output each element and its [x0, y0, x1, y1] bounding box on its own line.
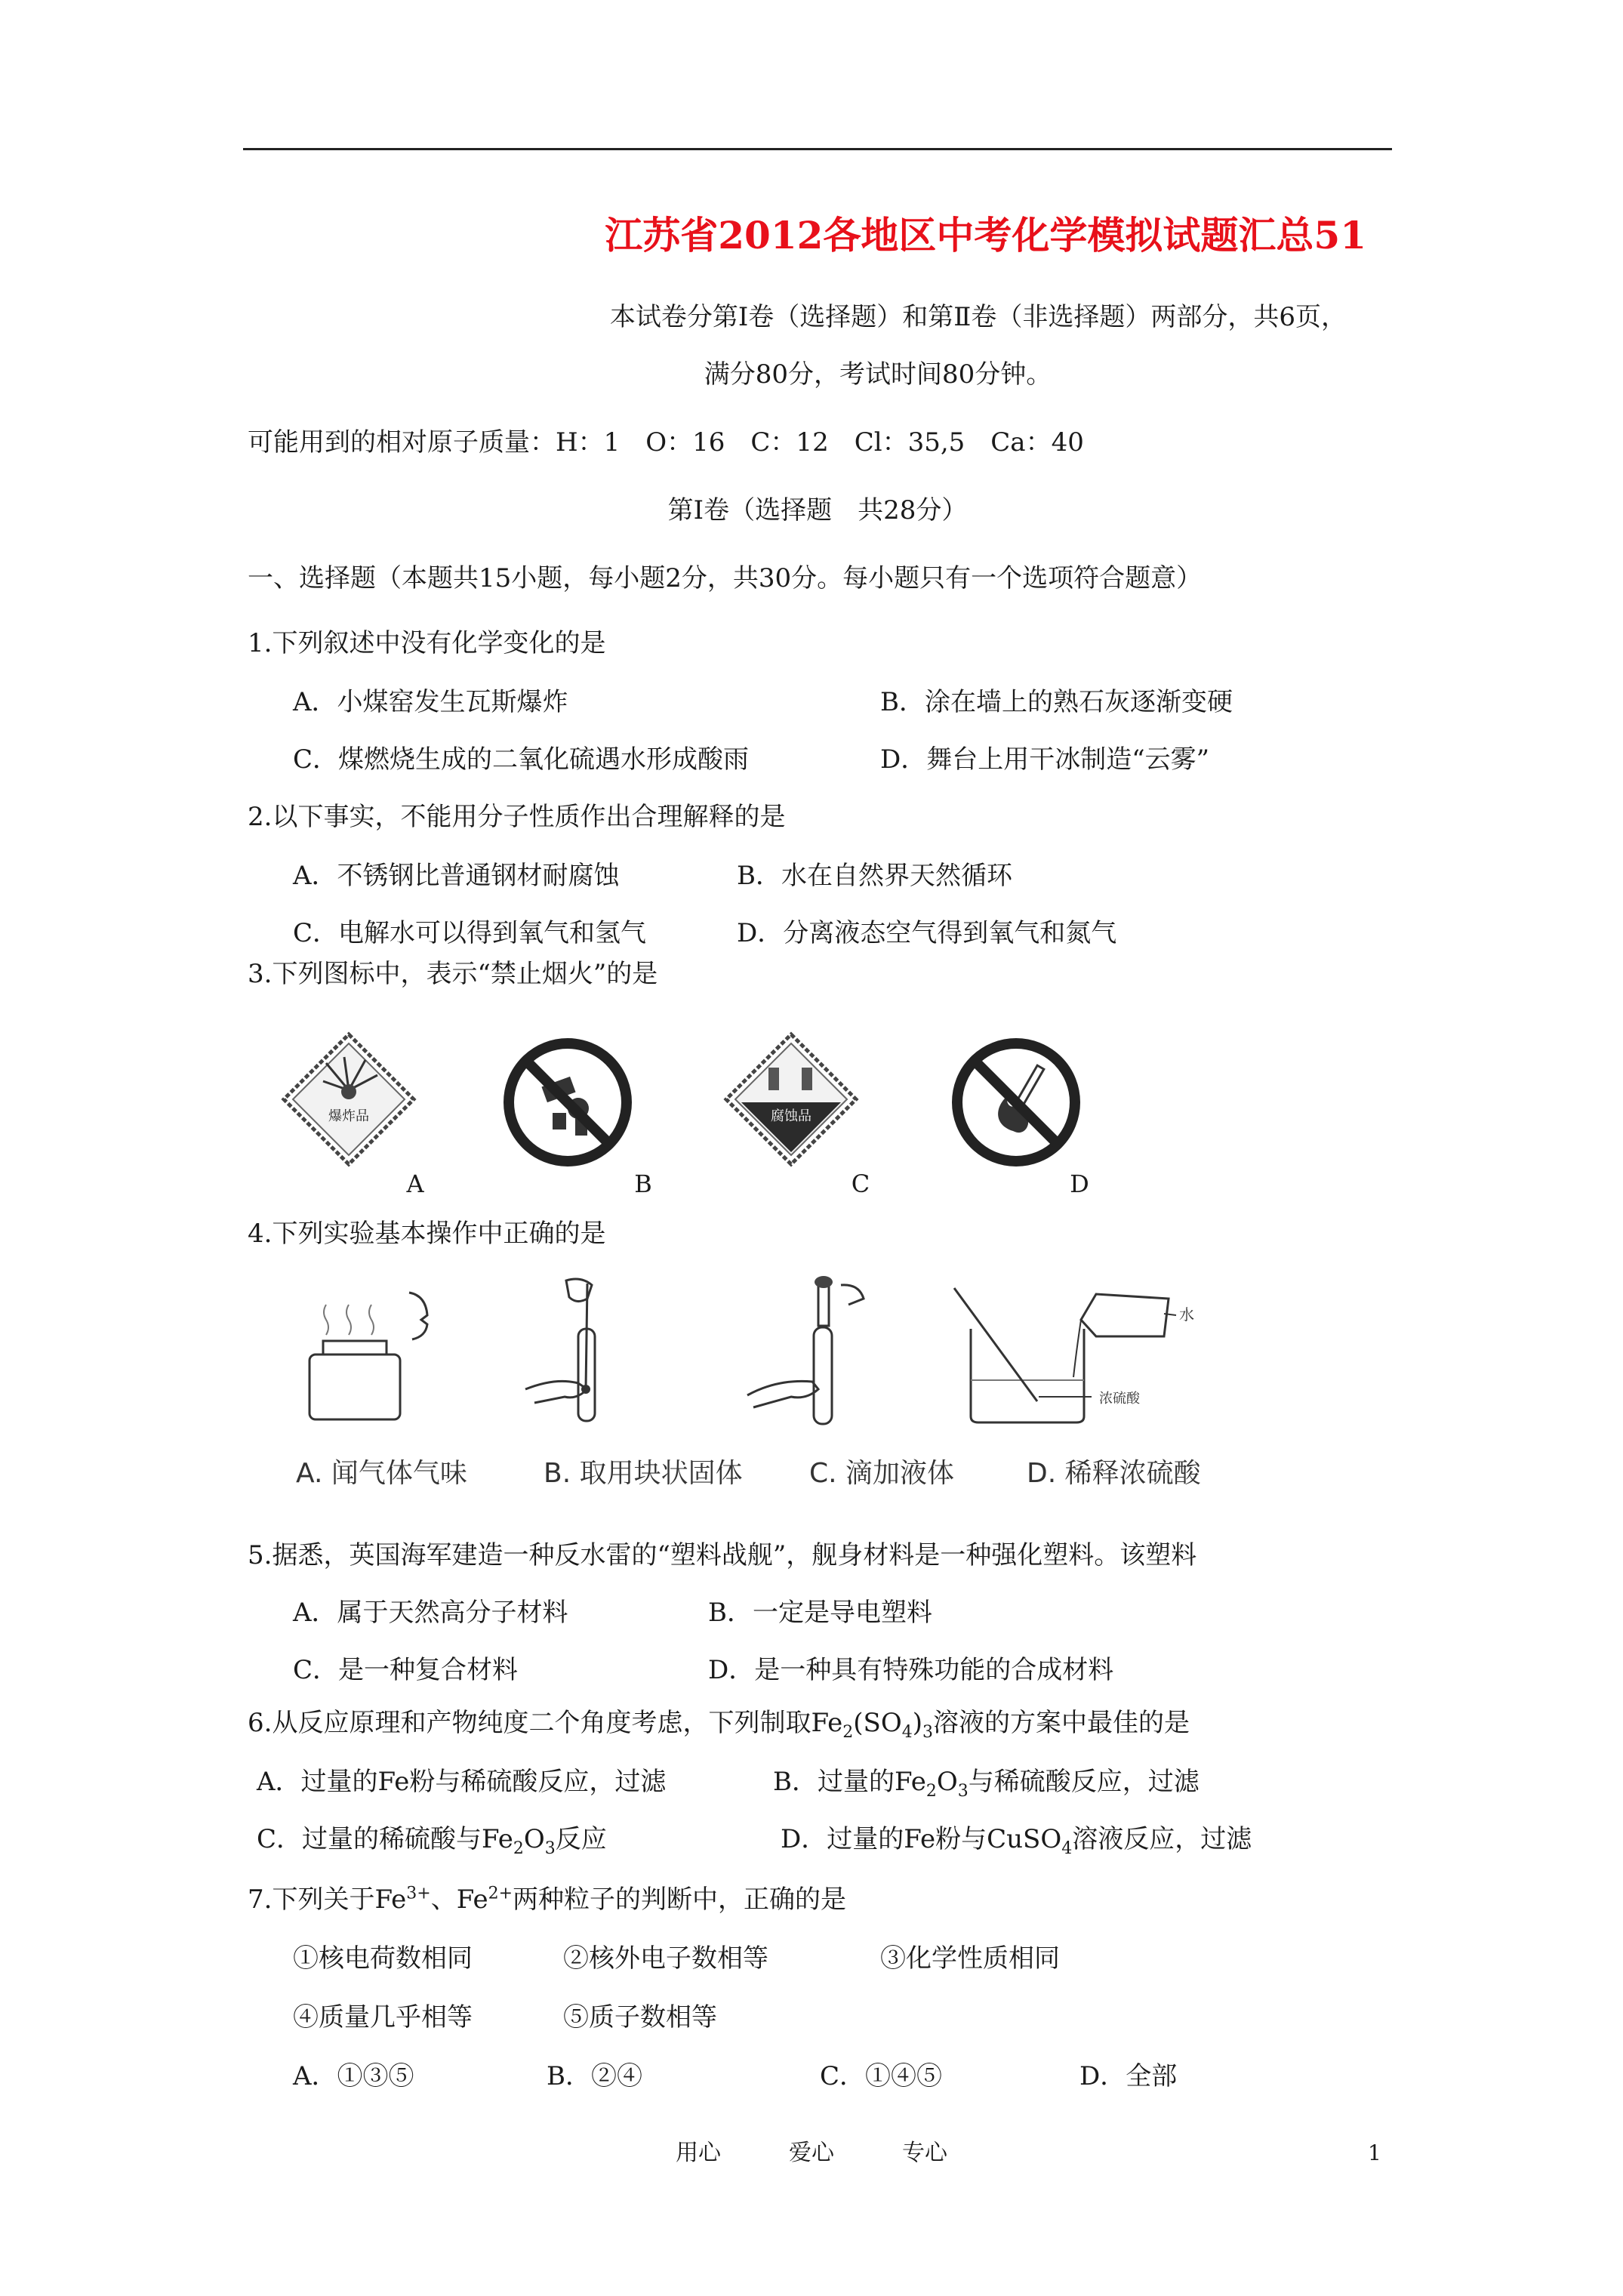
intro-line-2: 满分80分，考试时间80分钟。 [704, 359, 1052, 390]
no-fire-icon [948, 1034, 1084, 1170]
q3-label-b: B [634, 1170, 652, 1198]
q6-stem: 6.从反应原理和产物纯度二个角度考虑，下列制取$Fe_2(SO_4)_3$溶液的方案中最佳的是 [248, 1708, 1190, 1742]
q6-option-b: B．过量的$Fe_2O_3$与稀硫酸反应，过滤 [773, 1767, 1200, 1801]
q6-option-c: C．过量的稀硫酸与$Fe_2O_3$反应 [257, 1824, 607, 1858]
q7-item-5: ⑤质子数相等 [563, 2002, 717, 2032]
q5-option-d: D．是一种具有特殊功能的合成材料 [708, 1655, 1114, 1685]
q7-stem: 7.下列关于$Fe^{3+}$、$Fe^{2+}$两种粒子的判断中，正确的是 [248, 1884, 847, 1915]
section-heading: 一、选择题（本题共15小题，每小题2分，共30分。每小题只有一个选项符合题意） [248, 563, 1203, 593]
q1-option-a: A．小煤窑发生瓦斯爆炸 [293, 687, 568, 717]
q2-option-a: A．不锈钢比普通钢材耐腐蚀 [293, 861, 620, 891]
page-number: 1 [1368, 2140, 1381, 2165]
q1-option-d: D．舞台上用干冰制造“云雾” [880, 744, 1210, 775]
q1-option-b: B．涂在墙上的熟石灰逐渐变硬 [880, 687, 1233, 717]
part1-title: 第Ⅰ卷（选择题 共28分） [667, 495, 968, 525]
q3-icon-a-text: 爆炸品 [328, 1108, 369, 1124]
q3-label-a: A [406, 1170, 424, 1198]
dilute-acid-figure [948, 1284, 1220, 1427]
q4-caption-c: C. 滴加液体 [809, 1458, 955, 1489]
q7-option-b: B．②④ [547, 2061, 642, 2091]
q2-stem: 2.以下事实，不能用分子性质作出合理解释的是 [248, 802, 786, 832]
q2-option-d: D．分离液态空气得到氧气和氮气 [737, 918, 1117, 948]
q7-item-3: ③化学性质相同 [880, 1943, 1060, 1974]
q4-caption-d: D. 稀释浓硫酸 [1027, 1458, 1201, 1489]
q5-option-c: C．是一种复合材料 [293, 1655, 519, 1685]
take-solid-figure [521, 1276, 649, 1427]
q3-icon-c-text: 腐蚀品 [771, 1108, 812, 1124]
q5-option-b: B．一定是导电塑料 [708, 1598, 932, 1628]
q4-caption-b: B. 取用块状固体 [544, 1458, 743, 1489]
q5-stem: 5.据悉，英国海军建造一种反水雷的“塑料战舰”，舰身材料是一种强化塑料。该塑料 [248, 1540, 1197, 1570]
q1-stem: 1.下列叙述中没有化学变化的是 [248, 628, 606, 658]
q4-caption-a: A. 闻气体气味 [296, 1458, 467, 1489]
explosive-hazard-icon [281, 1031, 417, 1167]
q6-option-d: D．过量的Fe粉与CuSO$_4$溶液反应，过滤 [781, 1824, 1252, 1858]
atomic-masses: 可能用到的相对原子质量：H：1 O：16 C：12 Cl：35,5 Ca：40 [248, 427, 1084, 458]
q3-stem: 3.下列图标中，表示“禁止烟火”的是 [248, 959, 658, 989]
q1-option-c: C．煤燃烧生成的二氧化硫遇水形成酸雨 [293, 744, 750, 775]
q4-stem: 4.下列实验基本操作中正确的是 [248, 1219, 606, 1249]
document-title: 江苏省2012各地区中考化学模拟试题汇总51 [605, 213, 1366, 257]
q7-option-a: A．①③⑤ [293, 2061, 414, 2091]
q2-option-b: B．水在自然界天然循环 [737, 861, 1012, 891]
footer-motto: 用心 爱心 专心 [676, 2140, 947, 2166]
q6-option-a: A．过量的Fe粉与稀硫酸反应，过滤 [257, 1767, 667, 1797]
acid-label: 浓硫酸 [1099, 1391, 1140, 1407]
smell-gas-figure [296, 1282, 454, 1425]
q7-item-4: ④质量几乎相等 [293, 2002, 473, 2032]
add-liquid-figure [743, 1274, 886, 1428]
no-pushing-icon [500, 1034, 636, 1170]
header-rule [243, 148, 1392, 150]
corrosive-hazard-icon [723, 1031, 859, 1167]
q7-option-d: D．全部 [1079, 2061, 1178, 2091]
intro-line-1: 本试卷分第Ⅰ卷（选择题）和第Ⅱ卷（非选择题）两部分，共6页， [609, 302, 1347, 332]
water-label: 水 [1179, 1305, 1194, 1324]
q5-option-a: A．属于天然高分子材料 [293, 1598, 568, 1628]
q2-option-c: C．电解水可以得到氧气和氢气 [293, 918, 647, 948]
q3-label-d: D [1070, 1170, 1089, 1198]
q7-option-c: C．①④⑤ [820, 2061, 943, 2091]
q7-item-2: ②核外电子数相等 [563, 1943, 768, 1974]
q7-item-1: ①核电荷数相同 [293, 1943, 473, 1974]
q3-label-c: C [851, 1170, 870, 1198]
